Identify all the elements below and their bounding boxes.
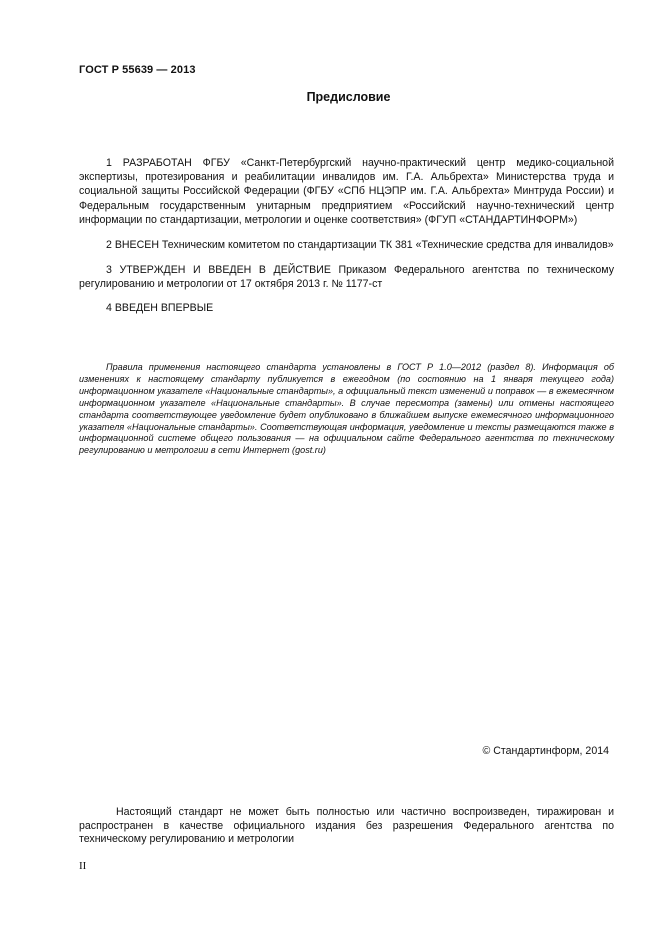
paragraph-introduced-by: 2 ВНЕСЕН Техническим комитетом по стандартизации ТК 381 «Технические средства для инвалидов» bbox=[106, 239, 614, 252]
foreword-body bbox=[79, 156, 614, 326]
paragraph-approved: 3 УТВЕРЖДЕН И ВВЕДЕН В ДЕЙСТВИЕ Приказом Федерального агентства по техническому регулированию и метрологии от 17 октября 2013 г. № 1177-ст bbox=[79, 264, 614, 291]
paragraph-first-introduced: 4 ВВЕДЕН ВПЕРВЫЕ bbox=[106, 301, 214, 314]
rights-notice: Настоящий стандарт не может быть полностью или частично воспроизведен, тиражирован и распространен в качестве официального издания без разрешения Федерального агентства по техническому регулированию и метрологии bbox=[79, 806, 614, 846]
copyright-line: © Стандартинформ, 2014 bbox=[482, 745, 609, 757]
page-number: II bbox=[79, 860, 87, 872]
paragraph-developed-by: 1 РАЗРАБОТАН ФГБУ «Санкт-Петербургский научно-практический центр медико-социальной экспертизы, протезирования и реабилитации инвалидов им. Г.А. Альбрехта» Министерства труда и социальной защиты Российской Федерации (ФГБУ «СПб НЦЭПР им. Г.А. Альбрехта» Минтруда России) и Федеральным государственным унитарным предприятием «Российский научно-технический центр информации по стандартизации, метрологии и оценке соответствия» (ФГУП «СТАНДАРТИНФОРМ») bbox=[79, 157, 614, 226]
standard-id-header: ГОСТ Р 55639 — 2013 bbox=[79, 64, 196, 76]
page-title: Предисловие bbox=[306, 90, 391, 104]
application-rules-note: Правила применения настоящего стандарта установлены в ГОСТ Р 1.0—2012 (раздел 8). Информация об изменениях к настоящему стандарту публикуется в ежегодном (по состоянию на 1 января текущего года) информационном указателе «Национальные стандарты», а официальный текст изменений и поправок — в ежемесячном информационном указателе «Национальные стандарты». В случае пересмотра (замены) или отмены настоящего стандарта соответствующее уведомление будет опубликовано в ближайшем выпуске ежемесячного информационного указателя «Национальные стандарты». Соответствующая информация, уведомление и тексты размещаются также в информационной системе общего пользования — на официальном сайте Федерального агентства по техническому регулированию и метрологии в сети Интернет (gost.ru) bbox=[79, 362, 614, 456]
